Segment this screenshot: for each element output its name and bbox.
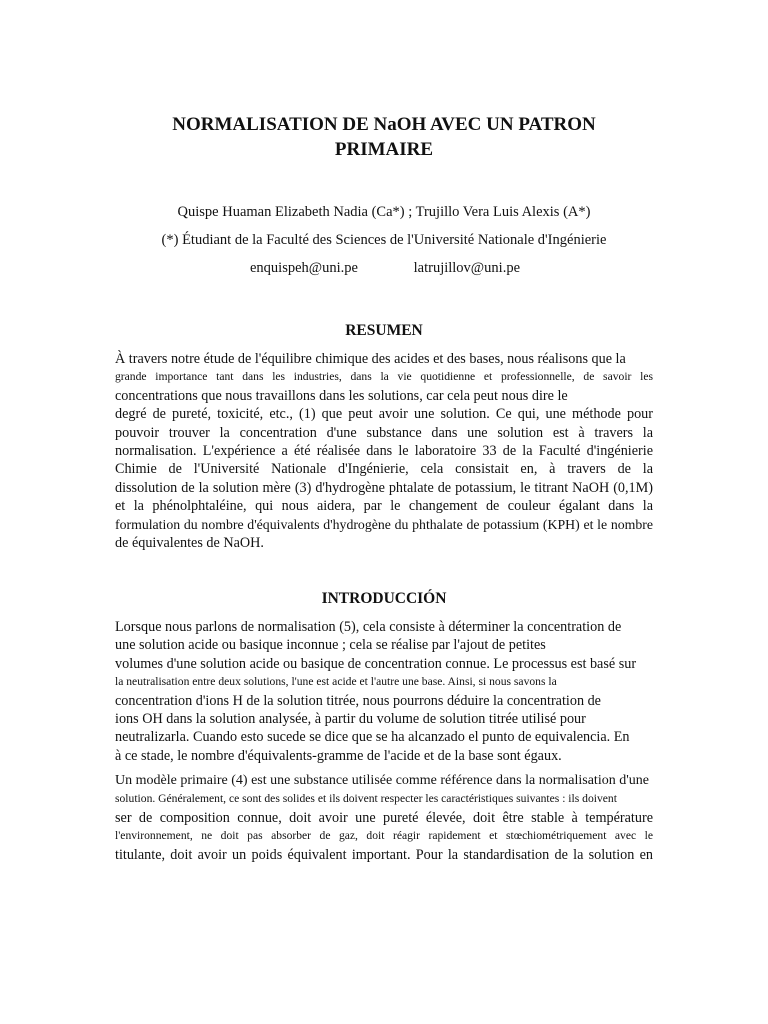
email-address-1: enquispeh@uni.pe [250, 260, 358, 276]
emails-line [250, 259, 520, 277]
text-line: titulante, doit avoir un poids équivalent important. Pour la standardisation de la solution en [115, 846, 653, 863]
paper-title-line-2: PRIMAIRE [334, 139, 434, 160]
text-line: À travers notre étude de l'équilibre chimique des acides et des bases, nous réalisons que la [115, 351, 626, 367]
paper-title [0, 112, 768, 162]
text-line: Lorsque nous parlons de normalisation (5), cela consiste à déterminer la concentration de [115, 619, 622, 635]
text-line: Chimie de l'Université Nationale d'Ingénierie, cela consistait en, à travers de la [115, 461, 653, 478]
affiliation-line: (*) Étudiant de la Faculté des Sciences de l'Université Nationale d'Ingénierie [161, 232, 607, 248]
email-address-2: latrujillov@uni.pe [413, 260, 521, 276]
text-line: solution. Généralement, ce sont des solides et ils doivent respecter les caractéristiques suivantes : ils doivent [115, 792, 617, 806]
text-line: neutralizarla. Cuando esto sucede se dice que se ha alcanzado el punto de equivalencia. En [115, 729, 630, 746]
text-line: degré de pureté, toxicité, etc., (1) que peut avoir une solution. Ce qui, une méthode pour [115, 406, 653, 423]
text-line: concentrations que nous travaillons dans les solutions, car cela peut nous dire le [115, 387, 568, 404]
text-line: volumes d'une solution acide ou basique de concentration connue. Le processus est basé sur [115, 655, 637, 672]
section-heading-resumen: RESUMEN [345, 322, 423, 339]
text-line: de équivalentes de NaOH. [115, 534, 264, 551]
text-line: grande importance tant dans les industries, dans la vie quotidienne et professionnelle, de savoir les [115, 370, 653, 384]
paper-title-line-1: NORMALISATION DE NaOH AVEC UN PATRON [172, 114, 596, 135]
text-line: à ce stade, le nombre d'équivalents-gramme de l'acide et de la base sont égaux. [115, 747, 562, 764]
text-line: pouvoir trouver la concentration d'une substance dans une solution est à travers la [115, 424, 653, 441]
text-line: Un modèle primaire (4) est une substance utilisée comme référence dans la normalisation d'une [115, 773, 649, 788]
resumen-paragraph [115, 350, 653, 552]
introduccion-paragraph-2 [115, 772, 653, 864]
text-line: une solution acide ou basique inconnue ; cela se réalise par l'ajout de petites [115, 637, 546, 654]
text-line: concentration d'ions H de la solution titrée, nous pourrons déduire la concentration de [115, 692, 601, 709]
introduccion-paragraph-1 [115, 618, 653, 765]
text-line: la neutralisation entre deux solutions, l'une est acide et l'autre une base. Ainsi, si nous savons la [115, 675, 557, 689]
text-line: ions OH dans la solution analysée, à partir du volume de solution titrée utilisé pour [115, 710, 586, 727]
section-heading-introduccion: INTRODUCCIÓN [321, 590, 447, 607]
text-line: l'environnement, ne doit pas absorber de gaz, doit réagir rapidement et stœchiométriquement avec le [115, 829, 653, 843]
text-line: formulation du nombre d'équivalents d'hydrogène du phthalate de potassium (KPH) et le nombre [115, 516, 653, 532]
text-line: ser de composition connue, doit avoir une pureté élevée, doit être stable à température [115, 809, 653, 826]
text-line: normalisation. L'expérience a été réalisée dans le laboratoire 33 de la Faculté d'ingénierie [115, 442, 653, 459]
authors-line: Quispe Huaman Elizabeth Nadia (Ca*) ; Trujillo Vera Luis Alexis (A*) [177, 204, 591, 220]
text-line: et la phénolphtaléine, qui nous aidera, par le changement de couleur égalant dans la [115, 498, 653, 515]
text-line: dissolution de la solution mère (3) d'hydrogène phtalate de potassium, le titrant NaOH (0,1M) [115, 479, 653, 496]
